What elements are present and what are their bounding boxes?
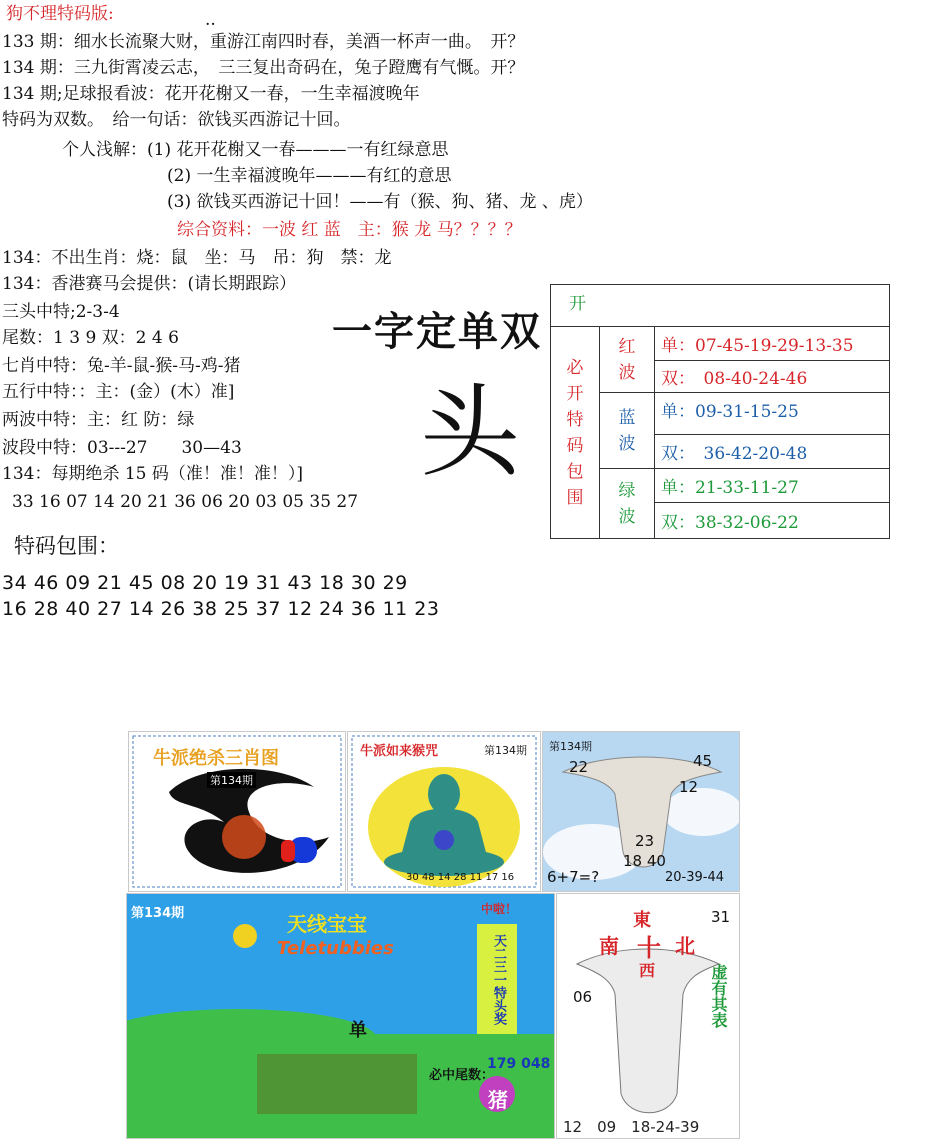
p5-south: 南 [599,934,619,958]
wave-table [550,284,890,539]
explain-3: (3) 欲钱买西游记十回！——有（猴、狗、猪、龙 、虎） [167,192,593,212]
zodiac7-line: 七肖中特：兔-羊-鼠-猴-马-鸡-猪 [2,356,241,376]
blue-odd: 单：09-31-15-25 [655,393,890,435]
panel-skull-compass [556,893,740,1139]
tail-line: 尾数：1 3 9 双：2 4 6 [2,328,179,348]
p3-range: 20-39-44 [665,870,725,885]
explain-1: 个人浅解：(1) 花开花榭又一春———一有红绿意思 [62,140,449,160]
blue-wave-label: 蓝 波 [600,393,655,469]
wave2-line: 两波中特：主：红 防：绿 [2,410,195,430]
table-side-label: 必 开 特 码 包 围 [551,327,600,539]
hk-line: 134：香港赛马会提供：(请长期跟踪） [2,274,297,294]
p2-period: 第134期 [484,744,527,757]
head3-line: 三头中特;2-3-4 [2,302,120,322]
p3-n1: 22 [569,758,589,776]
blue-even: 双： 36-42-20-48 [655,435,890,469]
header-title: 狗不理特码版: [6,4,114,24]
header-dots: .. [205,10,216,30]
big-char: 头 [420,374,520,491]
p2-nums: 30 48 14 28 11 17 16 [406,872,515,883]
p2-title: 牛派如来猴咒 [360,744,439,759]
line-134-even: 特码为双数。 给一句话：欲钱买西游记十回。 [2,110,351,130]
not-zodiac-line: 134：不出生肖：烧：鼠 坐：马 吊：狗 禁：龙 [2,248,392,268]
p5-north: 北 [675,934,695,958]
explain-2: (2) 一生幸福渡晚年———有红的意思 [167,166,452,186]
p4-period: 第134期 [131,906,185,921]
panel-swirl [128,731,346,892]
red-even: 双： 08-40-24-46 [655,361,890,393]
p4-pig: 猪 [488,1088,508,1112]
line-134-football: 134 期;足球报看波：花开花榭又一春，一生幸福渡晚年 [2,84,420,104]
p5-east: 東 [633,910,651,931]
p3-n5: 18 40 [623,852,666,870]
p4-brand: Teletubbies [277,938,394,959]
p3-period: 第134期 [549,740,592,753]
p5-west: 西 [639,961,656,980]
green-wave-label: 绿 波 [600,469,655,539]
line-133: 133 期：细水长流聚大财，重游江南四时春，美酒一杯声一曲。 开？ [2,32,525,52]
green-even: 双：38-32-06-22 [655,503,890,539]
p4-title: 天线宝宝 [287,912,367,936]
panel-skull-sky [542,731,740,892]
p5-side: 虚有其表 [709,964,728,1028]
p3-eq: 6+7=? [547,868,600,886]
green-odd: 单：21-33-11-27 [655,469,890,503]
red-wave-label: 红 波 [600,327,655,393]
surround-numbers-2: 16 28 40 27 14 26 38 25 37 12 24 36 11 23 [2,598,440,620]
p5-bottom: 12 09 18-24-39 [563,1118,700,1136]
p4-bull: 单 [349,1020,367,1041]
p1-title: 牛派绝杀三肖图 [153,748,279,769]
big-title: 一字定单双 [332,309,542,355]
p3-n3: 12 [679,778,699,796]
summary-line: 综合资料：一波 红 蓝 主：猴 龙 马？？？？ [177,220,522,240]
kill15-line: 134：每期绝杀 15 码（准！准！准！）] [2,464,304,484]
p4-right: 天二三一特头奖 [491,934,506,1025]
surround-label: 特码包围： [14,534,119,558]
p3-n4: 23 [635,832,655,850]
p3-n2: 45 [693,752,713,770]
wuxing-line: 五行中特：：主：(金）(木）准] [2,382,235,402]
surround-numbers-1: 34 46 09 21 45 08 20 19 31 43 18 30 29 [2,572,408,594]
p5-ten: 十 [637,934,661,962]
kill-numbers: 33 16 07 14 20 21 36 06 20 03 05 35 27 [12,492,359,512]
red-odd: 单：07-45-19-29-13-35 [655,327,890,361]
p1-sub: 第134期 [207,772,256,788]
p5-06: 06 [573,988,593,1006]
p5-31: 31 [711,908,731,926]
segment-line: 波段中特：03---27 30—43 [2,438,242,458]
table-open: 开 [551,285,890,327]
line-134-riddle: 134 期：三九街霄凌云志， 三三复出奇码在，兔子蹬鹰有气慨。开？ [2,58,525,78]
p4-tail-val: 179 048 [487,1056,551,1072]
panel-buddha [347,731,541,892]
p4-tag: 中啦！ [481,902,518,916]
panel-teletubbies [126,893,555,1139]
p4-tail-label: 必中尾数： [429,1068,495,1083]
